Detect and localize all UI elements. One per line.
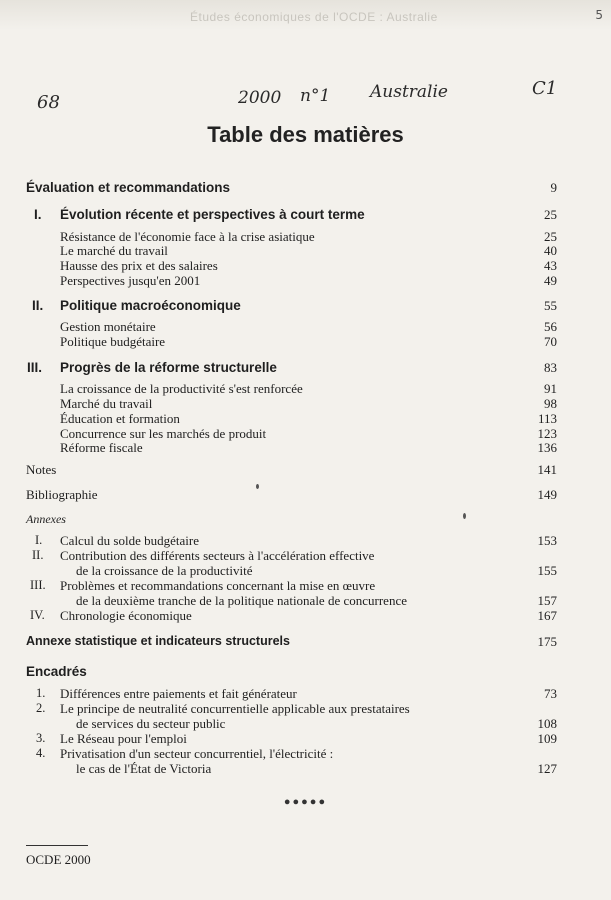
scan-speck (256, 484, 259, 489)
footer-rule (26, 845, 88, 846)
scan-speck (463, 513, 466, 519)
handwritten-note-code: C1 (532, 78, 558, 99)
handwritten-note-country: Australie (370, 82, 448, 102)
corner-page-mark: 5 (595, 8, 603, 22)
handwritten-note-number: 68 (37, 92, 60, 113)
running-header: Études économiques de l'OCDE : Australie (190, 10, 438, 24)
handwritten-note-issue: n°1 (300, 86, 331, 106)
footer-copyright: OCDE 2000 (26, 852, 91, 867)
handwritten-note-year: 2000 (238, 88, 282, 108)
section-ornament: ●●●●● (283, 796, 328, 808)
page-title: Table des matières (207, 122, 404, 147)
